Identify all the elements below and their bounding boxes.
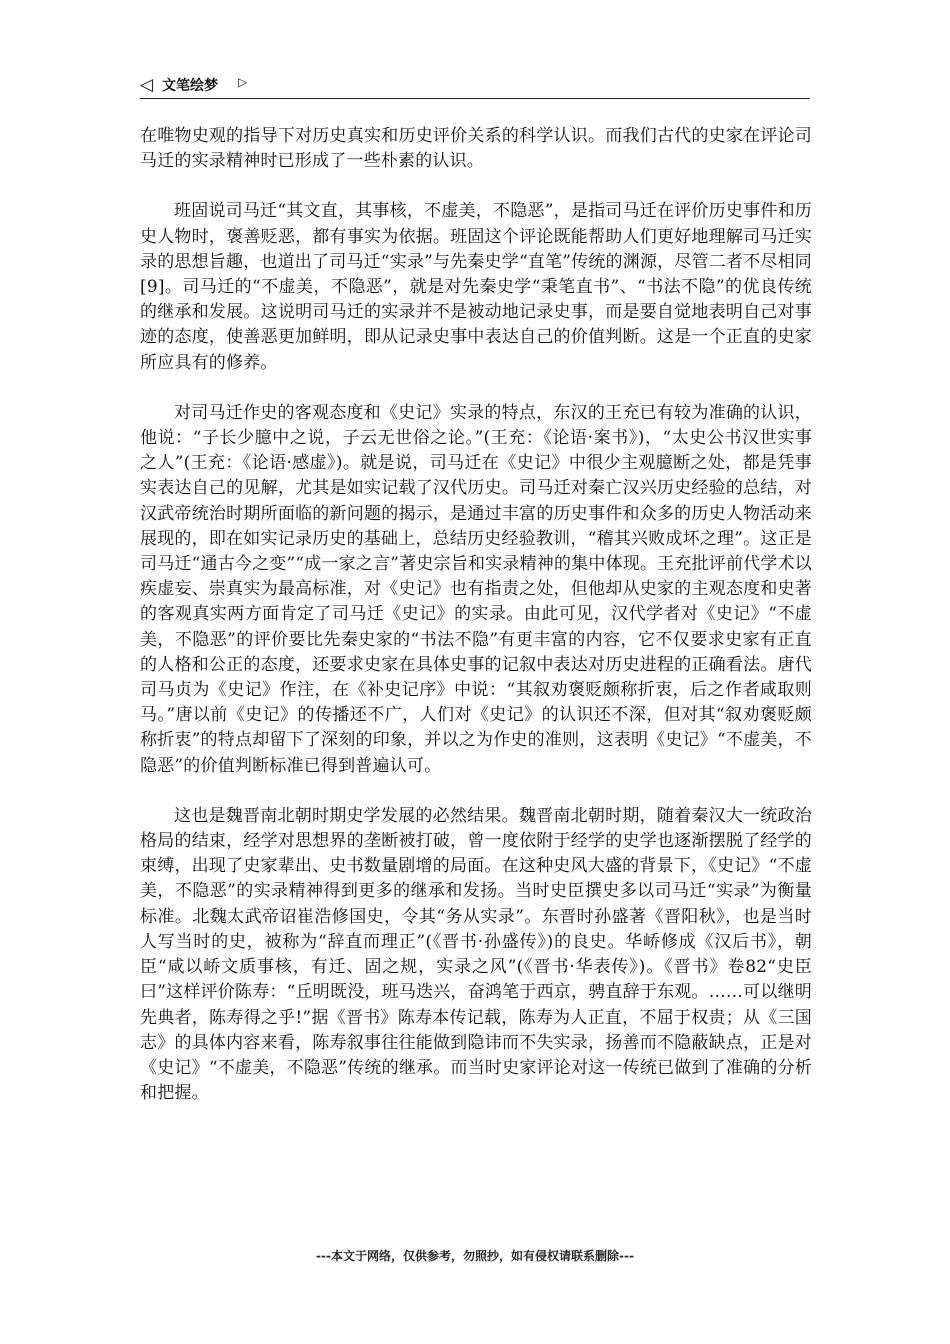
paragraph-4: 这也是魏晋南北朝时期史学发展的必然结果。魏晋南北朝时期，随着秦汉大一统政治格局的结束，经学对思想界的垄断被打破，曾一度依附于经学的史学也逐渐摆脱了经学的束缚，出现了史家辈出、史书数量剧增的局面。在这种史风大盛的背景下，《史记》“不虚美，不隐恶”的实录精神得到更多的继承和发扬。当时史臣撰史多以司马迁“实录”为衡量标准。北魏太武帝诏崔浩修国史，令其“务从实录”。东晋时孙盛著《晋阳秋》，也是当时人写当时的史，被称为“辞直而理正”(《晋书·孙盛传》)的良史。华峤修成《汉后书》，朝臣“咸以峤文质事核，有迁、固之规，实录之风”(《晋书·华表传》)。《晋书》卷82“史臣曰”这样评价陈寿：“丘明既没，班马迭兴，奋鸿笔于西京，骋直辞于东观。……可以继明先典者，陈寿得之乎!”据《晋书》陈寿本传记载，陈寿为人正直，不屈于权贵；从《三国志》的具体内容来看，陈寿叙事往往能做到隐讳而不失实录，扬善而不隐蔽缺点，正是对《史记》“不虚美，不隐恶”传统的继承。而当时史家评论对这一传统已做到了准确的分析和把握。	[140, 805, 812, 1104]
document-body	[140, 124, 812, 1106]
header-brand: 文笔绘梦	[162, 78, 218, 94]
page-header	[140, 74, 810, 99]
paragraph-3: 对司马迁作史的客观态度和《史记》实录的特点，东汉的王充已有较为准确的认识，他说：“子长少臆中之说，子云无世俗之论。”(王充：《论语·案书》)，“太史公书汉世实事之人”(王充：《论语·感虚》)。就是说，司马迁在《史记》中很少主观臆断之处，都是凭事实表达自己的见解，尤其是如实记载了汉代历史。司马迁对秦亡汉兴历史经验的总结，对汉武帝统治时期所面临的新问题的揭示，是通过丰富的历史事件和众多的历史人物活动来展现的，即在如实记录历史的基础上，总结历史经验教训，“稽其兴败成坏之理”。这正是司马迁“通古今之变”“成一家之言”著史宗旨和实录精神的集中体现。王充批评前代学术以疾虚妄、崇真实为最高标准，对《史记》也有指责之处，但他却从史家的主观态度和史著的客观真实两方面肯定了司马迁《史记》的实录。由此可见，汉代学者对《史记》“不虚美，不隐恶”的评价要比先秦史家的“书法不隐”有更丰富的内容，它不仅要求史家有正直的人格和公正的态度，还要求史家在具体史事的记叙中表达对历史进程的正确看法。唐代司马贞为《史记》作注，在《补史记序》中说：“其叙劝褒贬颇称折衷，后之作者咸取则马。”唐以前《史记》的传播还不广，人们对《史记》的认识还不深，但对其“叙劝褒贬颇称折衷”的特点却留下了深刻的印象，并以之为作史的准则，这表明《史记》“不虚美，不隐恶”的价值判断标准已得到普遍认可。	[140, 402, 812, 776]
paragraph-2: 班固说司马迁“其文直，其事核，不虚美，不隐恶”，是指司马迁在评价历史事件和历史人物时，褒善贬恶，都有事实为依据。班固这个评论既能帮助人们更好地理解司马迁实录的思想旨趣，也道出了司马迁“实录”与先秦史学“直笔”传统的渊源，尽管二者不尽相同[9]。司马迁的“不虚美，不隐恶”，就是对先秦史学“秉笔直书”、“书法不隐”的优良传统的继承和发展。这说明司马迁的实录并不是被动地记录史事，而是要自觉地表明自己对事迹的态度，使善恶更加鲜明，即从记录史事中表达自己的价值判断。这是一个正直的史家所应具有的修养。	[140, 201, 812, 373]
triangle-right-icon: ▷	[238, 75, 248, 89]
paragraph-1: 在唯物史观的指导下对历史真实和历史评价关系的科学认识。而我们古代的史家在评论司马迁的实录精神时已形成了一些朴素的认识。	[140, 126, 812, 172]
page-footer-disclaimer: ---本文于网络，仅供参考，勿照抄，如有侵权请联系删除---	[316, 1249, 634, 1263]
triangle-left-icon: ◁	[140, 75, 154, 95]
